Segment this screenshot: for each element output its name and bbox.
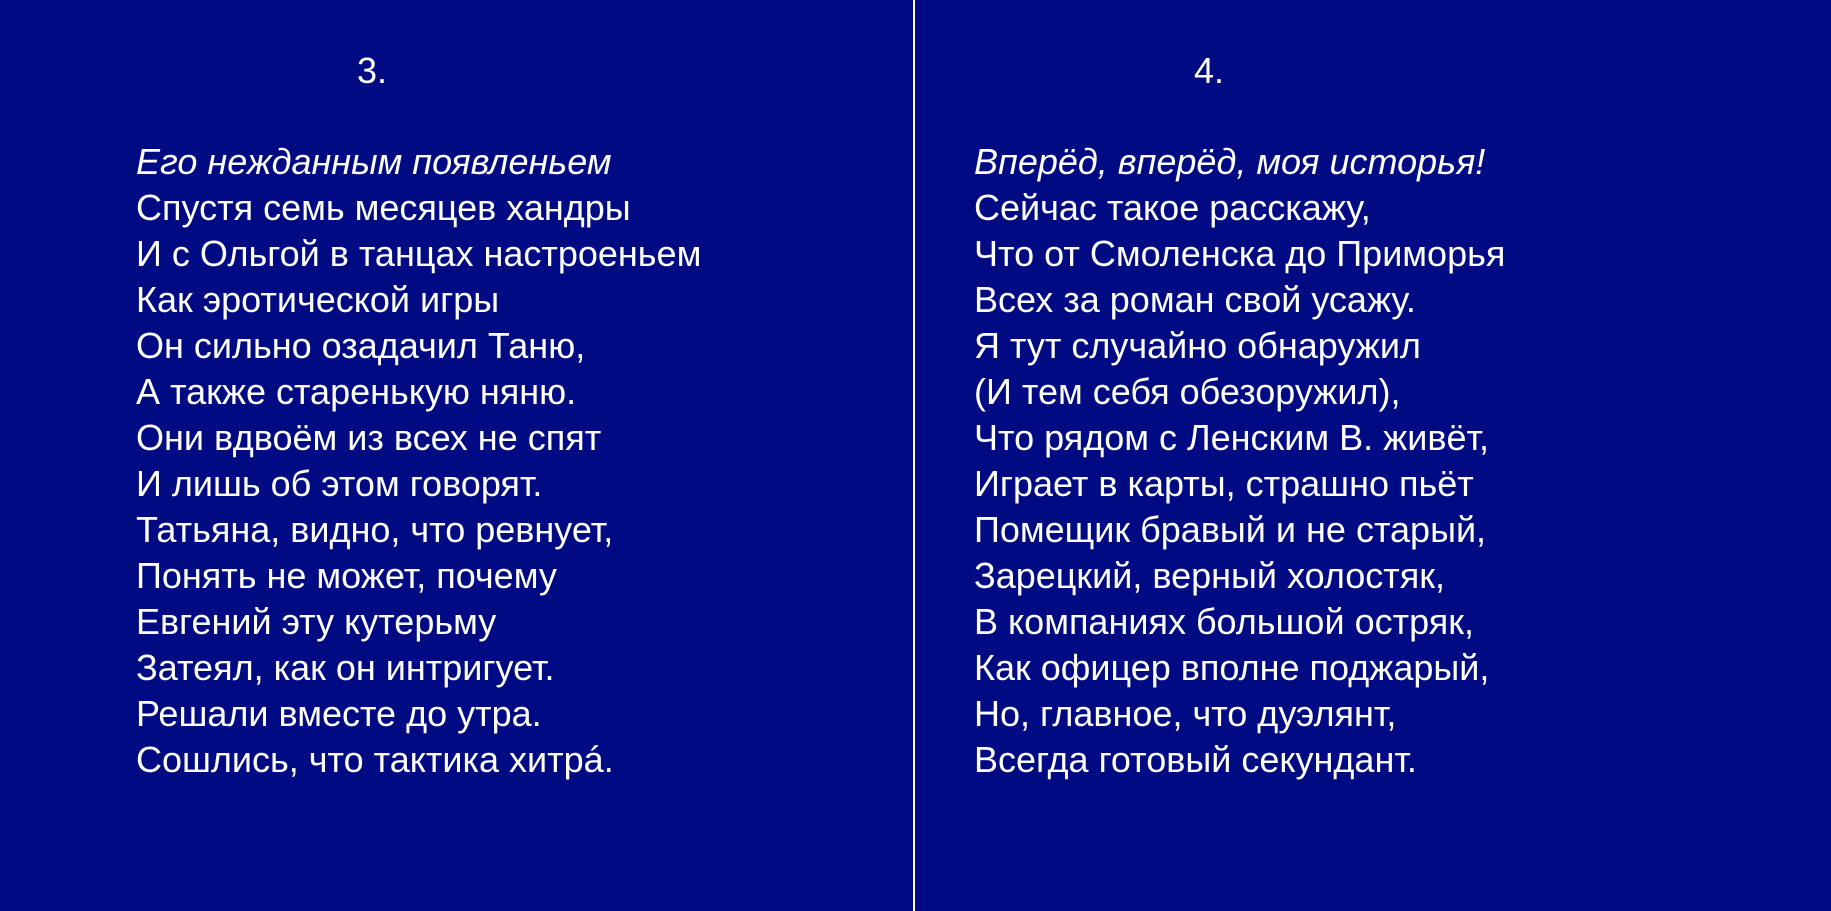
poem-line: Но, главное, что дуэлянт, <box>974 693 1397 734</box>
poem-line: Затеял, как он интригует. <box>136 647 555 688</box>
poem-line: Я тут случайно обнаружил <box>974 325 1421 366</box>
poem-line: Как офицер вполне поджарый, <box>974 647 1490 688</box>
poem-text <box>136 139 701 783</box>
poem-line: Как эротической игры <box>136 279 500 320</box>
poem-line: Что от Смоленска до Приморья <box>974 233 1506 274</box>
poem-line: Помещик бравый и не старый, <box>974 509 1487 550</box>
stanza-number: 4. <box>1194 50 1225 91</box>
poem-line: А также старенькую няню. <box>136 371 577 412</box>
poem-line: Понять не может, почему <box>136 555 557 596</box>
poem-line: И с Ольгой в танцах настроеньем <box>136 233 702 274</box>
poem-line: Они вдвоём из всех не спят <box>136 417 602 458</box>
poem-line: И лишь об этом говорят. <box>136 463 543 504</box>
poem-line: Вперёд, вперёд, моя исторья! <box>974 141 1486 182</box>
poem-line: В компаниях большой остряк, <box>974 601 1474 642</box>
poem-line: Играет в карты, страшно пьёт <box>974 463 1474 504</box>
stanza-4-panel <box>915 0 1828 911</box>
poem-line: Его нежданным появленьем <box>136 141 612 182</box>
poem-line: Евгений эту кутерьму <box>136 601 497 642</box>
poem-line: (И тем себя обезоружил), <box>974 371 1401 412</box>
poem-text <box>974 139 1505 783</box>
poem-line: Что рядом с Ленским В. живёт, <box>974 417 1489 458</box>
poem-line: Зарецкий, верный холостяк, <box>974 555 1446 596</box>
poem-line: Решали вместе до утра. <box>136 693 542 734</box>
stanza-3-panel <box>0 0 913 911</box>
poem-line: Всех за роман свой усажу. <box>974 279 1416 320</box>
poem-line: Он сильно озадачил Таню, <box>136 325 586 366</box>
poem-line: Татьяна, видно, что ревнует, <box>136 509 614 550</box>
poem-line: Всегда готовый секундант. <box>974 739 1417 780</box>
poem-line: Сошлись, что тактика хитрá. <box>136 739 614 780</box>
poem-line: Спустя семь месяцев хандры <box>136 187 631 228</box>
stanza-number: 3. <box>357 50 388 91</box>
poem-line: Сейчас такое расскажу, <box>974 187 1371 228</box>
